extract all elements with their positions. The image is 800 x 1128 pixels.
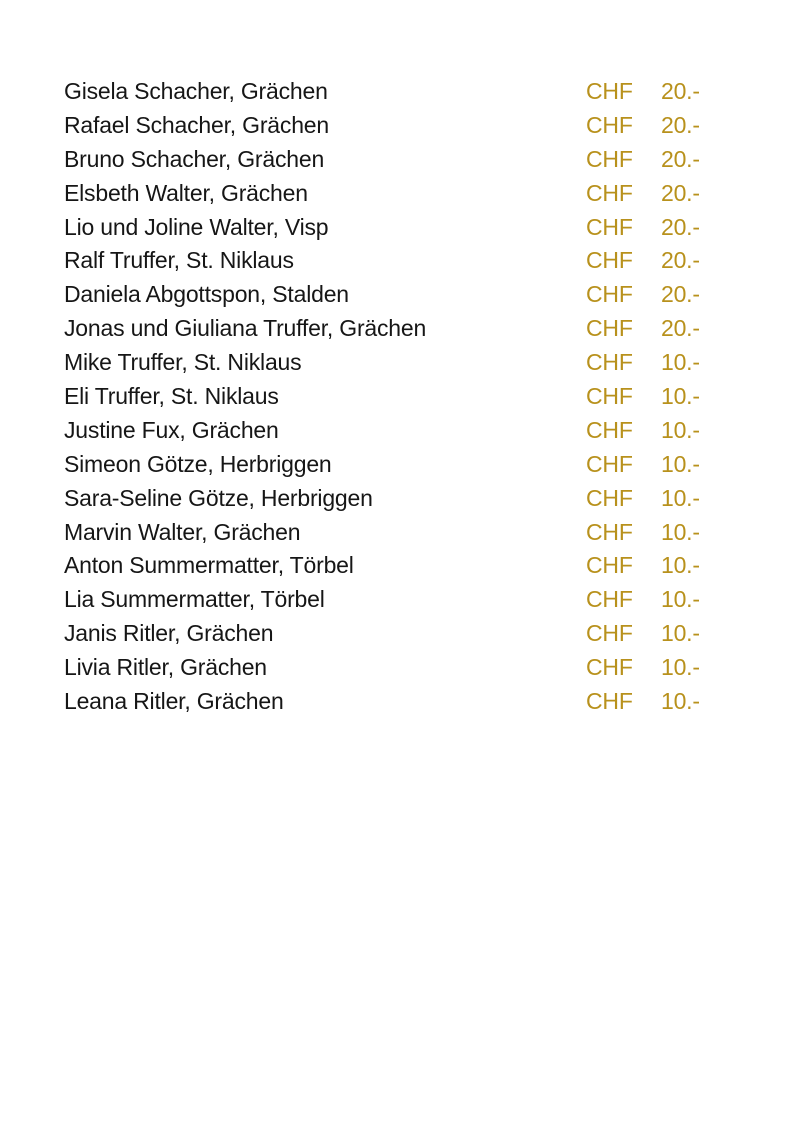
- donation-amount: 10.-: [661, 416, 700, 443]
- donor-name: Marvin Walter, Grächen: [64, 518, 301, 545]
- currency-label: CHF: [586, 247, 633, 274]
- list-item: [64, 109, 744, 143]
- donation-amount: 10.-: [661, 349, 700, 376]
- donor-name: Sara-Seline Götze, Herbriggen: [64, 484, 373, 511]
- currency-label: CHF: [586, 213, 633, 240]
- donor-name: Lia Summermatter, Törbel: [64, 586, 325, 613]
- donor-name: Livia Ritler, Grächen: [64, 654, 267, 681]
- list-item: [64, 651, 744, 685]
- donor-name: Bruno Schacher, Grächen: [64, 145, 325, 172]
- list-item: [64, 583, 744, 617]
- donor-name: Daniela Abgottspon, Stalden: [64, 281, 349, 308]
- list-item: [64, 278, 744, 312]
- currency-label: CHF: [586, 78, 633, 104]
- currency-label: CHF: [586, 416, 633, 443]
- list-item: [64, 211, 744, 245]
- donation-amount: 10.-: [661, 654, 700, 681]
- donation-amount: 20.-: [661, 145, 700, 172]
- list-item: [64, 516, 744, 550]
- list-item: [64, 312, 744, 346]
- currency-label: CHF: [586, 450, 633, 477]
- list-item: [64, 75, 744, 109]
- currency-label: CHF: [586, 111, 633, 138]
- donation-amount: 20.-: [661, 247, 700, 274]
- currency-label: CHF: [586, 281, 633, 308]
- currency-label: CHF: [586, 518, 633, 545]
- donation-amount: 20.-: [661, 111, 700, 138]
- currency-label: CHF: [586, 179, 633, 206]
- donation-amount: 20.-: [661, 213, 700, 240]
- donation-amount: 10.-: [661, 688, 700, 715]
- donor-name: Gisela Schacher, Grächen: [64, 78, 328, 104]
- list-item: [64, 448, 744, 482]
- currency-label: CHF: [586, 383, 633, 410]
- list-item: [64, 380, 744, 414]
- donor-name: Rafael Schacher, Grächen: [64, 111, 329, 138]
- donor-name: Leana Ritler, Grächen: [64, 688, 284, 715]
- donation-amount: 10.-: [661, 620, 700, 647]
- donation-amount: 10.-: [661, 484, 700, 511]
- list-item: [64, 346, 744, 380]
- donor-name: Eli Truffer, St. Niklaus: [64, 383, 279, 410]
- donor-list: [64, 75, 744, 719]
- donation-amount: 20.-: [661, 179, 700, 206]
- currency-label: CHF: [586, 552, 633, 579]
- donor-name: Simeon Götze, Herbriggen: [64, 450, 332, 477]
- currency-label: CHF: [586, 484, 633, 511]
- donor-name: Elsbeth Walter, Grächen: [64, 179, 308, 206]
- currency-label: CHF: [586, 586, 633, 613]
- donation-amount: 10.-: [661, 586, 700, 613]
- list-item: [64, 685, 744, 719]
- donation-amount: 10.-: [661, 552, 700, 579]
- donation-amount: 10.-: [661, 450, 700, 477]
- list-item: [64, 143, 744, 177]
- currency-label: CHF: [586, 654, 633, 681]
- list-item: [64, 482, 744, 516]
- donation-amount: 10.-: [661, 518, 700, 545]
- list-item: [64, 549, 744, 583]
- currency-label: CHF: [586, 145, 633, 172]
- donation-amount: 10.-: [661, 383, 700, 410]
- donation-amount: 20.-: [661, 281, 700, 308]
- currency-label: CHF: [586, 620, 633, 647]
- donor-name: Jonas und Giuliana Truffer, Grächen: [64, 315, 427, 342]
- list-item: [64, 617, 744, 651]
- donor-name: Mike Truffer, St. Niklaus: [64, 349, 302, 376]
- currency-label: CHF: [586, 315, 633, 342]
- currency-label: CHF: [586, 349, 633, 376]
- list-item: [64, 177, 744, 211]
- donation-amount: 20.-: [661, 78, 700, 104]
- donor-name: Janis Ritler, Grächen: [64, 620, 274, 647]
- donor-name: Lio und Joline Walter, Visp: [64, 213, 329, 240]
- donor-name: Justine Fux, Grächen: [64, 416, 279, 443]
- list-item: [64, 244, 744, 278]
- list-item: [64, 414, 744, 448]
- donation-amount: 20.-: [661, 315, 700, 342]
- currency-label: CHF: [586, 688, 633, 715]
- donor-name: Ralf Truffer, St. Niklaus: [64, 247, 294, 274]
- donor-name: Anton Summermatter, Törbel: [64, 552, 354, 579]
